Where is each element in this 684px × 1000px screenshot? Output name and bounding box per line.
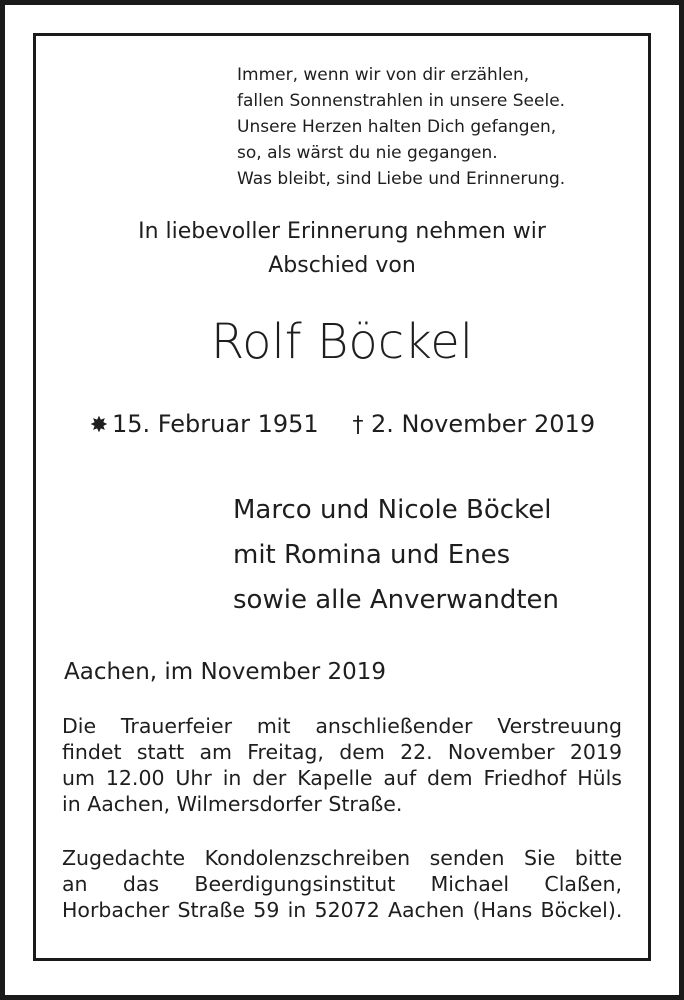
condolence-line: an das Beerdigungsinstitut Michael Claßen, <box>62 872 622 896</box>
service-line: findet statt am Freitag, dem 22. November 2019 <box>62 740 622 764</box>
intro-text <box>0 215 684 283</box>
intro-line: Abschied von <box>268 253 416 278</box>
deceased-name: Rolf Böckel <box>210 314 474 370</box>
birth-date-text: 15. Februar 1951 <box>112 410 319 438</box>
service-line: Die Trauerfeier mit anschließender Verstreuung <box>62 714 622 738</box>
poem <box>237 62 565 192</box>
poem-line: Was bleibt, sind Liebe und Erinnerung. <box>237 169 566 189</box>
mourner-line: sowie alle Anverwandten <box>233 585 560 615</box>
birth-date <box>86 407 319 443</box>
mourner-line: Marco und Nicole Böckel <box>233 495 552 525</box>
death-cross-icon: † <box>352 413 364 438</box>
poem-line: so, als wärst du nie gegangen. <box>237 143 498 163</box>
service-info <box>62 713 622 817</box>
service-line: in Aachen, Wilmersdorfer Straße. <box>62 792 403 816</box>
mourners <box>233 488 559 623</box>
mourner-line: mit Romina und Enes <box>233 540 511 570</box>
poem-line: Immer, wenn wir von dir erzählen, <box>237 65 530 85</box>
poem-line: fallen Sonnenstrahlen in unsere Seele. <box>237 91 566 111</box>
birth-star-icon: ✸ <box>89 413 109 438</box>
intro-line: In liebevoller Erinnerung nehmen wir <box>138 219 546 244</box>
place-date: Aachen, im November 2019 <box>64 659 386 685</box>
poem-line: Unsere Herzen halten Dich gefangen, <box>237 117 557 137</box>
death-date <box>345 407 595 443</box>
condolence-line: Zugedachte Kondolenzschreiben senden Sie bitte <box>62 846 623 870</box>
condolence-info <box>62 845 622 923</box>
death-date-text: 2. November 2019 <box>371 410 596 438</box>
service-line: um 12.00 Uhr in der Kapelle auf dem Friedhof Hüls <box>62 766 622 790</box>
condolence-line: Horbacher Straße 59 in 52072 Aachen (Hans Böckel). <box>62 898 623 922</box>
